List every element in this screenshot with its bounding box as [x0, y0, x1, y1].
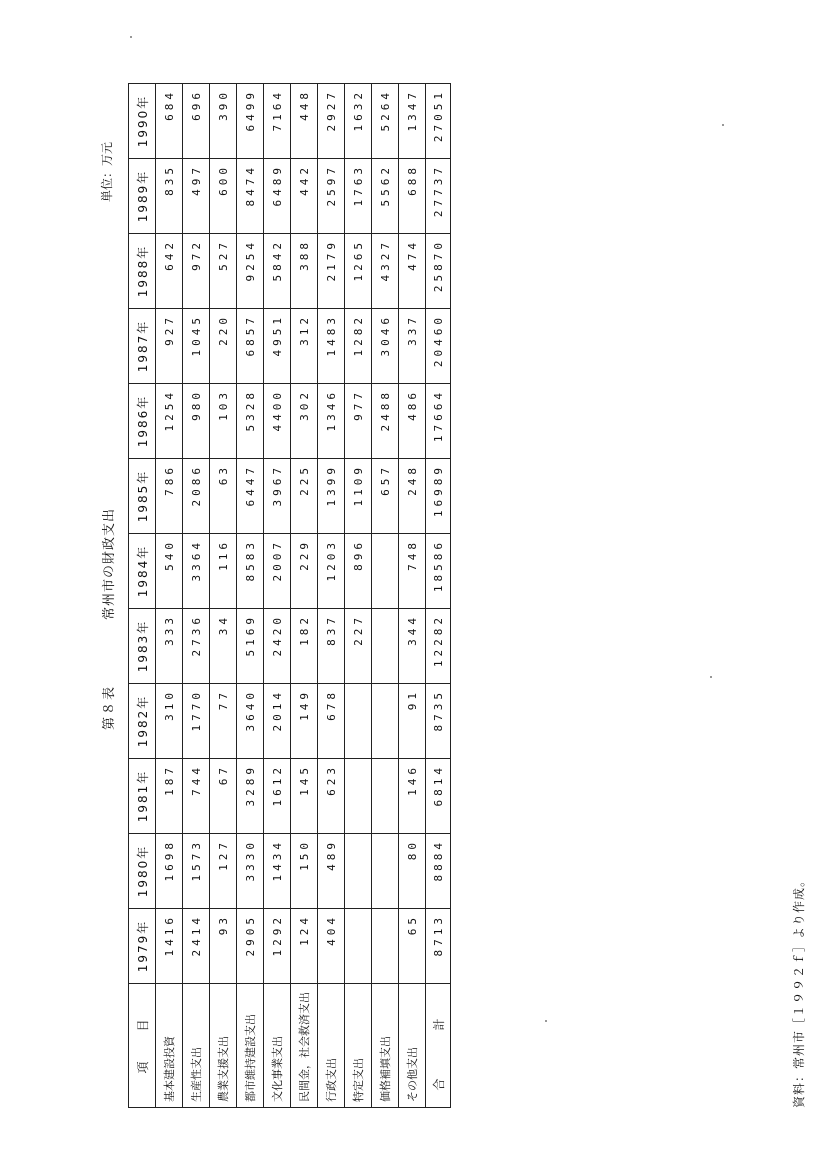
table-cell: 333	[156, 609, 183, 684]
table-cell: 310	[156, 684, 183, 759]
scan-speck	[545, 1020, 547, 1022]
table-cell: 149	[291, 684, 318, 759]
year-header: 1990年	[129, 84, 156, 159]
row-label: 農業支援支出	[210, 984, 237, 1108]
table-cell: 6447	[237, 459, 264, 534]
table-cell: 657	[372, 459, 399, 534]
table-cell: 187	[156, 759, 183, 834]
table-cell: 5842	[264, 234, 291, 309]
table-cell: 2414	[183, 909, 210, 984]
table-row	[237, 84, 264, 1108]
table-cell: 390	[210, 84, 237, 159]
table-cell: 4400	[264, 384, 291, 459]
table-cell: 6489	[264, 159, 291, 234]
table-cell: 63	[210, 459, 237, 534]
year-header: 1988年	[129, 234, 156, 309]
table-cell: 540	[156, 534, 183, 609]
table-cell: 497	[183, 159, 210, 234]
table-cell: 34	[210, 609, 237, 684]
table-cell: 688	[399, 159, 426, 234]
table-cell: 3640	[237, 684, 264, 759]
total-cell: 8735	[426, 684, 451, 759]
table-cell: 225	[291, 459, 318, 534]
table-cell: 744	[183, 759, 210, 834]
table-cell: 1399	[318, 459, 345, 534]
table-cell: 1292	[264, 909, 291, 984]
scan-speck	[130, 36, 132, 38]
total-cell: 18586	[426, 534, 451, 609]
table-cell: 103	[210, 384, 237, 459]
table-cell	[345, 834, 372, 909]
table-cell: 3967	[264, 459, 291, 534]
table-cell: 312	[291, 309, 318, 384]
total-cell: 6814	[426, 759, 451, 834]
table-cell: 3046	[372, 309, 399, 384]
table-cell: 116	[210, 534, 237, 609]
table-cell	[372, 909, 399, 984]
table-cell: 6857	[237, 309, 264, 384]
table-cell: 5328	[237, 384, 264, 459]
table-cell: 8583	[237, 534, 264, 609]
table-cell	[372, 609, 399, 684]
table-cell: 2007	[264, 534, 291, 609]
total-cell: 17664	[426, 384, 451, 459]
table-cell: 7164	[264, 84, 291, 159]
table-cell: 9254	[237, 234, 264, 309]
table-cell: 3330	[237, 834, 264, 909]
table-cell: 474	[399, 234, 426, 309]
table-cell: 748	[399, 534, 426, 609]
table-cell: 600	[210, 159, 237, 234]
table-row	[399, 84, 426, 1108]
row-label: 特定支出	[345, 984, 372, 1108]
table-cell: 404	[318, 909, 345, 984]
total-cell: 20460	[426, 309, 451, 384]
table-cell: 1346	[318, 384, 345, 459]
table-cell: 1483	[318, 309, 345, 384]
table-cell: 127	[210, 834, 237, 909]
row-label: 価格補填支出	[372, 984, 399, 1108]
row-label: 文化事業支出	[264, 984, 291, 1108]
table-cell: 896	[345, 534, 372, 609]
table-cell: 6499	[237, 84, 264, 159]
table-cell: 65	[399, 909, 426, 984]
table-cell: 696	[183, 84, 210, 159]
table-cell: 1045	[183, 309, 210, 384]
table-cell: 835	[156, 159, 183, 234]
table-cell	[345, 759, 372, 834]
table-cell: 124	[291, 909, 318, 984]
total-cell: 12282	[426, 609, 451, 684]
table-cell: 67	[210, 759, 237, 834]
table-cell: 977	[345, 384, 372, 459]
table-cell: 5264	[372, 84, 399, 159]
table-cell: 837	[318, 609, 345, 684]
table-cell	[372, 534, 399, 609]
year-header: 1983年	[129, 609, 156, 684]
source-note: 資料：常州市［１９９２ｆ］より作成。	[792, 873, 806, 1108]
year-header: 1979年	[129, 909, 156, 984]
table-cell	[372, 834, 399, 909]
table-cell	[372, 684, 399, 759]
table-cell: 448	[291, 84, 318, 159]
table-number: 第８表	[102, 684, 117, 730]
total-row	[426, 84, 451, 1108]
table-cell: 93	[210, 909, 237, 984]
finance-table	[128, 83, 451, 1108]
table-cell: 1763	[345, 159, 372, 234]
table-row	[264, 84, 291, 1108]
unit-label: 単位：万元	[100, 141, 114, 202]
total-label: 合 計	[426, 984, 451, 1108]
table-cell: 1434	[264, 834, 291, 909]
table-cell	[372, 759, 399, 834]
table-cell: 227	[345, 609, 372, 684]
table-cell: 146	[399, 759, 426, 834]
table-cell: 182	[291, 609, 318, 684]
table-cell: 527	[210, 234, 237, 309]
table-cell: 4327	[372, 234, 399, 309]
row-label: 民間金，社会救済支出	[291, 984, 318, 1108]
table-cell: 2014	[264, 684, 291, 759]
table-cell: 1282	[345, 309, 372, 384]
total-cell: 8884	[426, 834, 451, 909]
table-cell: 786	[156, 459, 183, 534]
table-cell: 2488	[372, 384, 399, 459]
table-cell: 684	[156, 84, 183, 159]
caption-row	[0, 0, 130, 1170]
table-cell: 678	[318, 684, 345, 759]
header-row	[129, 84, 156, 1108]
year-header: 1984年	[129, 534, 156, 609]
table-cell: 77	[210, 684, 237, 759]
scan-speck	[710, 676, 712, 678]
table-cell: 388	[291, 234, 318, 309]
table-row	[318, 84, 345, 1108]
row-label: 基本建設投資	[156, 984, 183, 1108]
table-row	[183, 84, 210, 1108]
table-cell: 302	[291, 384, 318, 459]
table-cell: 220	[210, 309, 237, 384]
year-header: 1989年	[129, 159, 156, 234]
year-header: 1987年	[129, 309, 156, 384]
item-column-header: 項 目	[129, 984, 156, 1108]
table-cell: 1416	[156, 909, 183, 984]
table-cell: 2179	[318, 234, 345, 309]
table-row	[372, 84, 399, 1108]
table-cell: 2736	[183, 609, 210, 684]
table-cell: 5562	[372, 159, 399, 234]
row-label: 都市維持建設支出	[237, 984, 264, 1108]
table-cell: 1203	[318, 534, 345, 609]
table-cell: 2420	[264, 609, 291, 684]
table-cell: 1612	[264, 759, 291, 834]
table-cell: 337	[399, 309, 426, 384]
table-cell: 1347	[399, 84, 426, 159]
table-cell	[345, 684, 372, 759]
table-cell: 1698	[156, 834, 183, 909]
table-cell: 91	[399, 684, 426, 759]
table-cell: 486	[399, 384, 426, 459]
table-cell: 623	[318, 759, 345, 834]
total-cell: 8713	[426, 909, 451, 984]
table-cell: 442	[291, 159, 318, 234]
table-cell: 2905	[237, 909, 264, 984]
table-cell: 1770	[183, 684, 210, 759]
table-cell: 80	[399, 834, 426, 909]
table-cell: 344	[399, 609, 426, 684]
table-cell: 927	[156, 309, 183, 384]
year-header: 1981年	[129, 759, 156, 834]
total-cell: 16989	[426, 459, 451, 534]
table-cell: 5169	[237, 609, 264, 684]
year-header: 1982年	[129, 684, 156, 759]
table-cell: 2927	[318, 84, 345, 159]
table-cell: 1109	[345, 459, 372, 534]
year-header: 1980年	[129, 834, 156, 909]
scan-speck	[722, 124, 724, 126]
year-header: 1986年	[129, 384, 156, 459]
table-cell: 8474	[237, 159, 264, 234]
table-cell: 229	[291, 534, 318, 609]
table-row	[345, 84, 372, 1108]
table-cell: 972	[183, 234, 210, 309]
table-row	[291, 84, 318, 1108]
table-cell: 489	[318, 834, 345, 909]
table-cell: 3364	[183, 534, 210, 609]
total-cell: 27051	[426, 84, 451, 159]
table-cell: 1632	[345, 84, 372, 159]
total-cell: 27737	[426, 159, 451, 234]
table-cell: 150	[291, 834, 318, 909]
row-label: 行政支出	[318, 984, 345, 1108]
table-row	[156, 84, 183, 1108]
total-cell: 25870	[426, 234, 451, 309]
table-cell: 642	[156, 234, 183, 309]
table-cell: 248	[399, 459, 426, 534]
row-label: その他支出	[399, 984, 426, 1108]
table-cell: 980	[183, 384, 210, 459]
table-cell: 1265	[345, 234, 372, 309]
table-cell: 145	[291, 759, 318, 834]
table-body	[156, 84, 451, 1108]
table-cell	[345, 909, 372, 984]
year-header: 1985年	[129, 459, 156, 534]
table-row	[210, 84, 237, 1108]
table-cell: 4951	[264, 309, 291, 384]
table-cell: 2597	[318, 159, 345, 234]
table-cell: 3289	[237, 759, 264, 834]
table-cell: 1573	[183, 834, 210, 909]
table-title: 常州市の財政支出	[102, 507, 117, 620]
table-cell: 1254	[156, 384, 183, 459]
table-cell: 2086	[183, 459, 210, 534]
row-label: 生産性支出	[183, 984, 210, 1108]
